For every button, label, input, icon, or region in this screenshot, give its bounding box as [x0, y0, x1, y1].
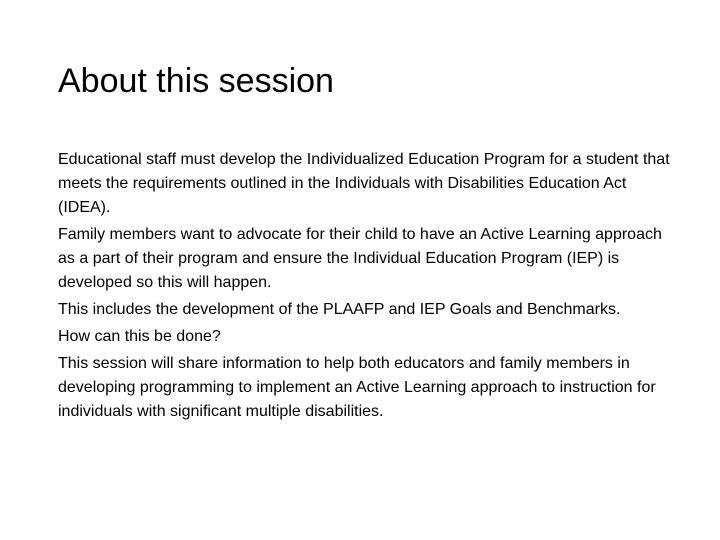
slide-title: About this session [58, 62, 334, 100]
body-paragraph: This includes the development of the PLAAFP and IEP Goals and Benchmarks. [58, 301, 621, 318]
body-paragraph: This session will share information to help both educators and family members in developing programming to implement an Active Learning approach to instruction for individuals with significant multiple disabilities. [58, 355, 656, 420]
body-paragraph: How can this be done? [58, 328, 221, 345]
body-paragraph: Educational staff must develop the Individualized Education Program for a student that meets the requirements outlined in the Individuals with Disabilities Education Act (IDEA). [58, 151, 670, 216]
body-paragraph: Family members want to advocate for their child to have an Active Learning approach as a part of their program and ensure the Individual Education Program (IEP) is developed so this will happen. [58, 226, 662, 291]
slide-body [58, 148, 678, 427]
